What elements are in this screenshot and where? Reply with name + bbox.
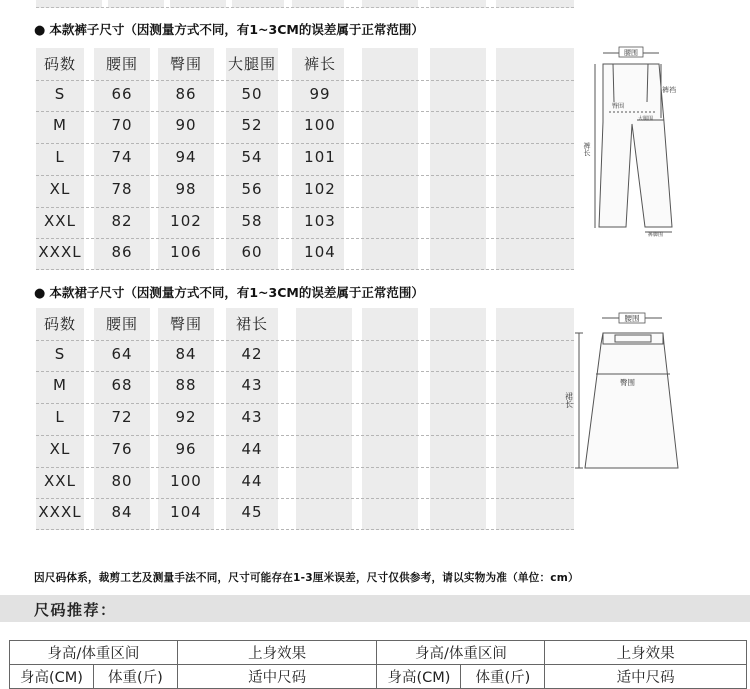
skirt-size-table xyxy=(36,308,574,530)
column-header: 裤长 xyxy=(303,55,336,73)
subheader-size: 适中尺码 xyxy=(545,665,747,689)
table-row xyxy=(36,207,574,239)
table-cell: 96 xyxy=(175,439,197,458)
table-cell: M xyxy=(53,376,67,395)
table-cell: 94 xyxy=(175,148,197,167)
row-divider xyxy=(36,207,574,208)
table-cell: 84 xyxy=(111,503,133,522)
subheader-height: 身高(CM) xyxy=(10,665,94,689)
table-cell: 42 xyxy=(241,344,263,363)
table-cell: 60 xyxy=(241,243,263,262)
size-recommendation-title: 尺码推荐： xyxy=(34,601,117,619)
table-row xyxy=(36,80,574,112)
row-divider xyxy=(36,269,574,270)
column-header: 臀围 xyxy=(169,315,202,333)
bullet-icon: ● xyxy=(34,23,46,38)
table-cell: XXL xyxy=(44,211,76,230)
measurement-note: 因尺码体系，裁剪工艺及测量手法不同，尺寸可能存在1-3厘米误差，尺寸仅供参考，请以实物为准（单位：cm） xyxy=(34,572,579,584)
pants-size-table xyxy=(36,48,574,270)
table-cell: 58 xyxy=(241,211,263,230)
table-cell: 106 xyxy=(170,243,202,262)
table-cell: 99 xyxy=(309,84,331,103)
row-divider xyxy=(36,498,574,499)
table-cell: 102 xyxy=(170,211,202,230)
table-cell: 78 xyxy=(111,179,133,198)
table-cell: 84 xyxy=(175,344,197,363)
table-row xyxy=(36,143,574,175)
subheader-weight: 体重(斤) xyxy=(93,665,177,689)
table-cell: 52 xyxy=(241,116,263,135)
table-cell: 104 xyxy=(304,243,336,262)
table-cell: 100 xyxy=(170,471,202,490)
table-row xyxy=(10,665,747,689)
table-cell: 80 xyxy=(111,471,133,490)
column-header: 臀围 xyxy=(169,55,202,73)
subheader-weight: 体重(斤) xyxy=(461,665,545,689)
table-row xyxy=(36,371,574,403)
table-cell: 72 xyxy=(111,408,133,427)
subheader-height: 身高(CM) xyxy=(377,665,461,689)
table-row xyxy=(36,175,574,207)
table-cell: XXXL xyxy=(38,243,82,262)
column-header: 码数 xyxy=(43,55,76,73)
row-divider xyxy=(36,435,574,436)
table-cell: 103 xyxy=(304,211,336,230)
diagram-label-hip: 臀围 xyxy=(612,103,625,110)
skirt-size-heading: ● 本款裙子尺寸（因测量方式不同，有1~3CM的误差属于正常范围） xyxy=(34,285,424,301)
table-cell: 92 xyxy=(175,408,197,427)
table-row xyxy=(36,498,574,530)
table-cell: 76 xyxy=(111,439,133,458)
table-cell: XXL xyxy=(44,471,76,490)
diagram-label-waist: 腰围 xyxy=(624,49,638,57)
table-cell: 88 xyxy=(175,376,197,395)
size-recommendation-bar xyxy=(0,595,750,622)
table-cell: L xyxy=(55,148,65,167)
diagram-label-thigh: 大腿围 xyxy=(638,116,654,122)
row-divider xyxy=(36,238,574,239)
row-divider xyxy=(36,403,574,404)
table-row xyxy=(36,340,574,372)
pants-size-heading: ● 本款裤子尺寸（因测量方式不同，有1~3CM的误差属于正常范围） xyxy=(34,22,424,38)
table-row xyxy=(36,435,574,467)
table-cell: 74 xyxy=(111,148,133,167)
table-cell: 100 xyxy=(304,116,336,135)
table-cell: 50 xyxy=(241,84,263,103)
table-cell: 54 xyxy=(241,148,263,167)
column-header: 裙长 xyxy=(235,315,268,333)
table-cell: 56 xyxy=(241,179,263,198)
column-header: 码数 xyxy=(43,315,76,333)
table-cell: 70 xyxy=(111,116,133,135)
column-header: 大腿围 xyxy=(227,55,276,73)
diagram-label-waist: 腰围 xyxy=(624,314,640,323)
table-cell: 90 xyxy=(175,116,197,135)
table-row xyxy=(36,467,574,499)
table-cell: 104 xyxy=(170,503,202,522)
table-cell: 86 xyxy=(175,84,197,103)
skirt-header-row xyxy=(36,308,574,340)
header-effect: 上身效果 xyxy=(545,641,747,665)
table-cell: 44 xyxy=(241,471,263,490)
table-cell: 43 xyxy=(241,376,263,395)
diagram-label-hip: 臀围 xyxy=(620,378,635,387)
table-cell: 43 xyxy=(241,408,263,427)
size-recommendation-table xyxy=(9,640,747,689)
table-cell: 101 xyxy=(304,148,336,167)
table-cell: 82 xyxy=(111,211,133,230)
row-divider xyxy=(36,529,574,530)
table-cell: S xyxy=(54,84,66,103)
row-divider xyxy=(36,143,574,144)
diagram-label-hem: 裤脚围 xyxy=(648,232,664,238)
row-divider xyxy=(36,111,574,112)
column-header: 腰围 xyxy=(105,315,138,333)
header-range: 身高/体重区间 xyxy=(10,641,178,665)
table-row xyxy=(36,238,574,270)
header-effect: 上身效果 xyxy=(177,641,377,665)
table-cell: 68 xyxy=(111,376,133,395)
table-cell: 86 xyxy=(111,243,133,262)
diagram-label-length: 裤长 xyxy=(583,142,591,156)
diagram-label-length: 裙长 xyxy=(565,392,574,408)
table-row xyxy=(10,641,747,665)
table-cell: XL xyxy=(49,439,71,458)
column-header: 腰围 xyxy=(105,55,138,73)
table-cell: XL xyxy=(49,179,71,198)
table-cell: M xyxy=(53,116,67,135)
table-cell: 102 xyxy=(304,179,336,198)
diagram-label-rise: 裤裆 xyxy=(662,86,676,94)
table-row xyxy=(36,111,574,143)
table-cell: 64 xyxy=(111,344,133,363)
table-cell: L xyxy=(55,408,65,427)
row-divider xyxy=(36,467,574,468)
pants-header-row xyxy=(36,48,574,80)
row-divider xyxy=(36,175,574,176)
subheader-size: 适中尺码 xyxy=(177,665,377,689)
pants-diagram xyxy=(582,42,694,244)
table-cell: 66 xyxy=(111,84,133,103)
table-cell: S xyxy=(54,344,66,363)
divider xyxy=(36,7,574,8)
table-cell: 45 xyxy=(241,503,263,522)
skirt-diagram xyxy=(565,306,700,478)
table-cell: XXXL xyxy=(38,503,82,522)
row-divider xyxy=(36,371,574,372)
row-divider xyxy=(36,340,574,341)
header-range: 身高/体重区间 xyxy=(377,641,545,665)
bullet-icon: ● xyxy=(34,286,46,301)
table-row xyxy=(36,403,574,435)
table-cell: 44 xyxy=(241,439,263,458)
table-cell: 98 xyxy=(175,179,197,198)
row-divider xyxy=(36,80,574,81)
